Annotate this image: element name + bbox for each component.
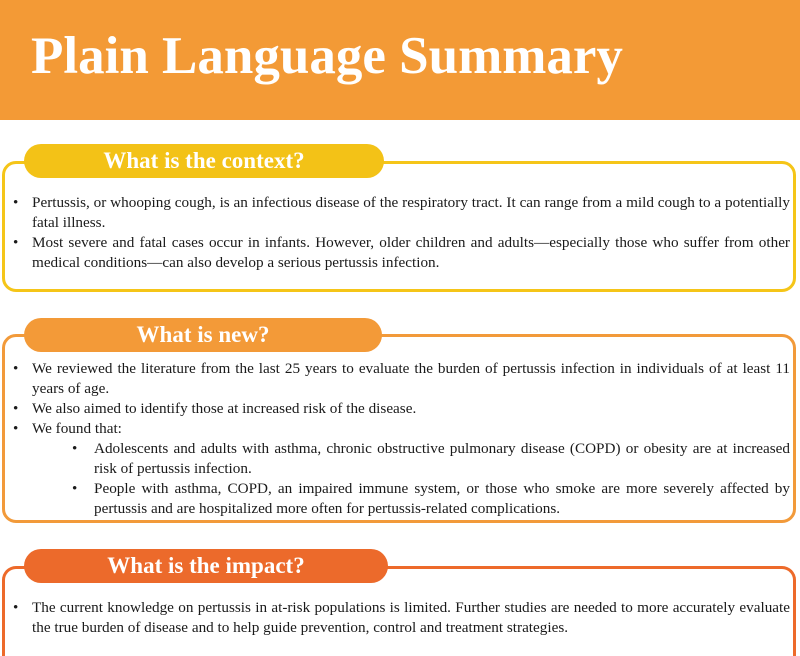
impact-bullet-list bbox=[0, 598, 800, 638]
findings-sub-list bbox=[32, 439, 790, 519]
context-heading: What is the context? bbox=[24, 144, 384, 178]
list-item: • Pertussis, or whooping cough, is an infectious disease of the respiratory tract. It can range from a mild cough to a potentially fatal illness. bbox=[0, 193, 800, 233]
list-item-text: We found that: bbox=[32, 420, 122, 437]
list-item: • Most severe and fatal cases occur in infants. However, older children and adults—especially those who suffer from other medical conditions—can also develop a serious pertussis infection. bbox=[0, 233, 800, 273]
impact-heading: What is the impact? bbox=[24, 549, 388, 583]
list-item: • We reviewed the literature from the last 25 years to evaluate the burden of pertussis infection in individuals of at least 11 years of age. bbox=[0, 359, 800, 399]
new-bullet-list bbox=[0, 359, 800, 519]
list-item bbox=[0, 419, 800, 519]
sub-list-item: • Adolescents and adults with asthma, chronic obstructive pulmonary disease (COPD) or obesity are at increased risk of pertussis infection. bbox=[32, 439, 790, 479]
list-item: • The current knowledge on pertussis in at-risk populations is limited. Further studies are needed to more accurately evaluate the true burden of disease and to help guide prevention, control and treatment strategies. bbox=[0, 598, 800, 638]
header-banner bbox=[0, 0, 800, 120]
sub-list-item: • People with asthma, COPD, an impaired immune system, or those who smoke are more severely affected by pertussis and are hospitalized more often for pertussis-related complications. bbox=[32, 479, 790, 519]
list-item: • We also aimed to identify those at increased risk of the disease. bbox=[0, 399, 800, 419]
new-heading: What is new? bbox=[24, 318, 382, 352]
page-title: Plain Language Summary bbox=[31, 27, 623, 85]
context-bullet-list bbox=[0, 193, 800, 273]
